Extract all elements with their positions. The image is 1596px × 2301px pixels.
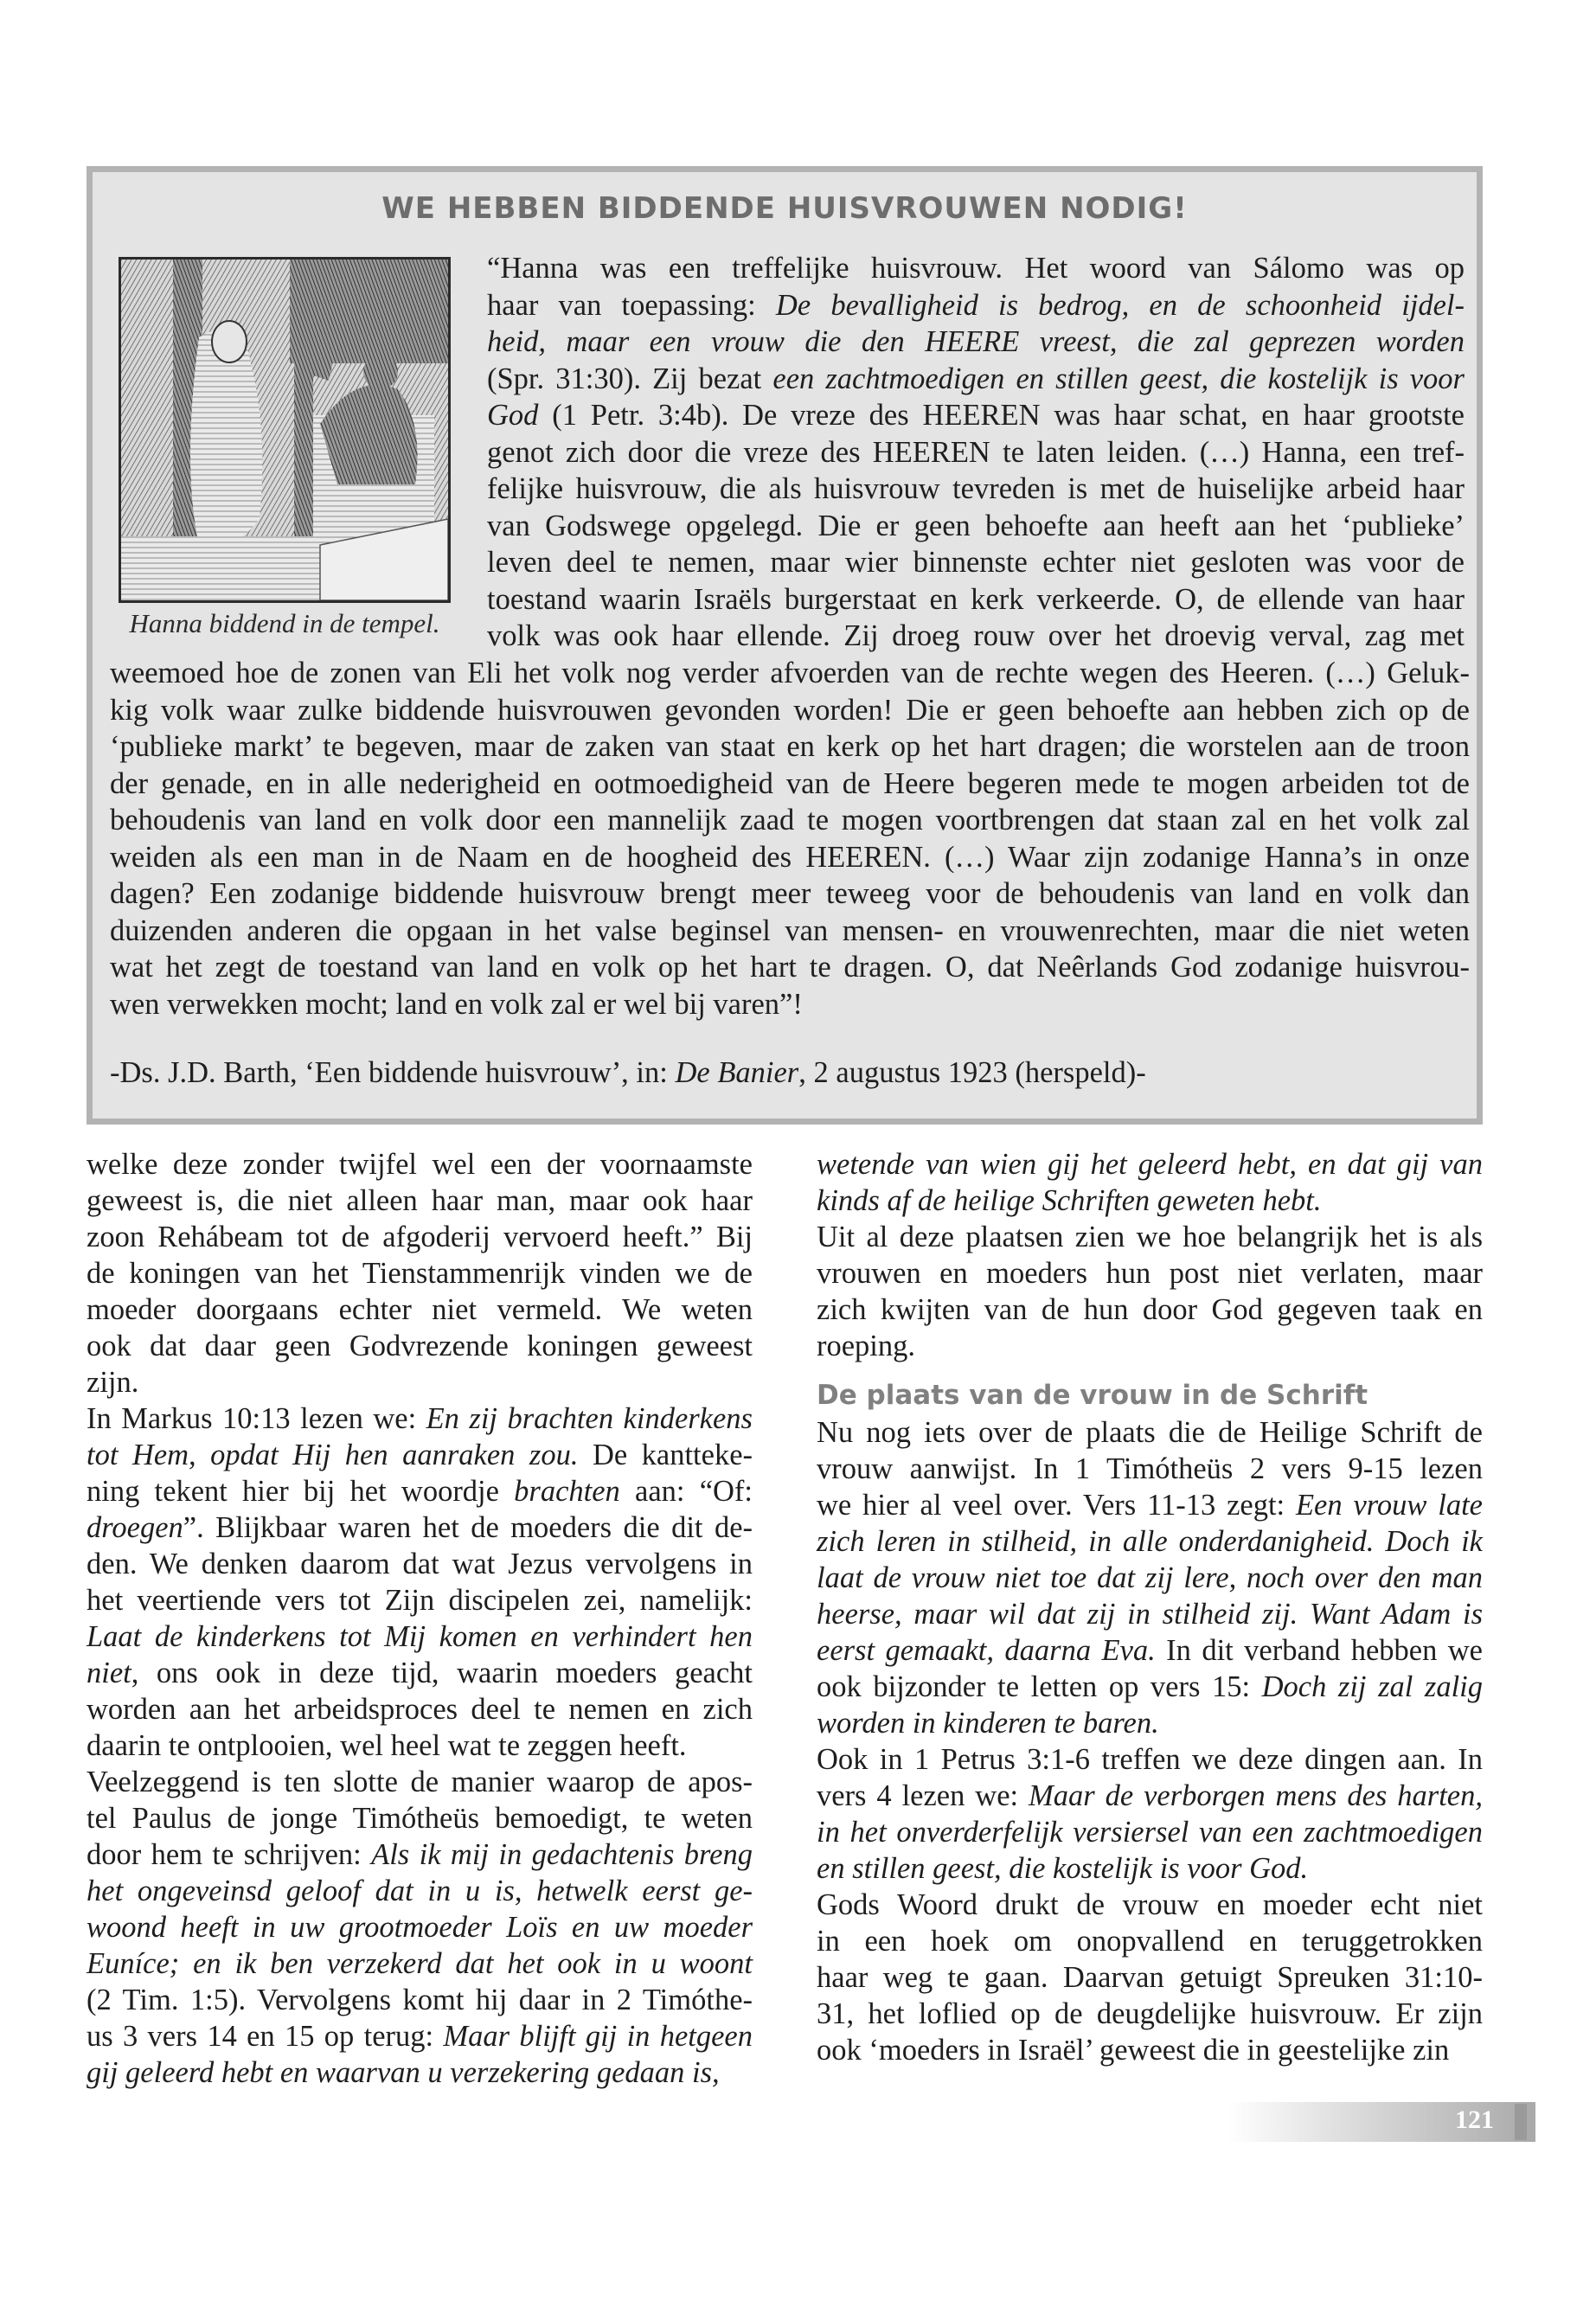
text-line: [817, 1814, 1483, 1850]
right-column-text-a: [817, 1146, 1483, 1364]
section-heading: De plaats van de vrouw in de Schrift: [817, 1380, 1368, 1411]
text-line: [817, 1596, 1483, 1632]
text-segment: welke deze zonder twijfel wel een der voornaamste: [87, 1148, 753, 1181]
text-segment: “Hanna was een treffelijke huisvrouw. Het woord van Sálomo was op: [487, 252, 1465, 285]
text-segment: door hem te schrijven:: [87, 1838, 372, 1871]
right-column-text-b: [817, 1414, 1483, 2068]
text-segment: den. We denken daarom dat wat Jezus vervolgens in: [87, 1548, 753, 1580]
italic-segment: gij geleerd hebt en waarvan u verzekering gedaan is,: [87, 2056, 720, 2089]
text-segment: leven deel te nemen, maar wier binnenste echter niet gesloten was voor de: [487, 546, 1465, 579]
italic-segment: eerst gemaakt, daarna Eva.: [817, 1634, 1156, 1667]
page-number-tab: [1515, 2104, 1527, 2140]
text-line: [817, 1219, 1483, 1255]
text-line: [817, 1923, 1483, 1959]
text-segment: In dit verband hebben we: [1155, 1634, 1483, 1667]
text-segment: (2 Tim. 1:5). Vervolgens komt hij daar in 2 Timóthe-: [87, 1984, 753, 2016]
text-line: [87, 1945, 753, 1982]
quote-source: [110, 1054, 1468, 1091]
text-segment: ook bijzonder te letten op vers 15:: [817, 1670, 1262, 1703]
text-line: [817, 1292, 1483, 1328]
text-line: [110, 949, 1470, 986]
text-segment: tel Paulus de jonge Timótheüs bemoedigt, te weten: [87, 1802, 753, 1835]
text-line: [817, 1669, 1483, 1705]
text-line: [487, 324, 1465, 361]
text-segment: behoudenis van land en volk door een mannelijk zaad te mogen voortbrengen dat staan zal en het volk zal: [110, 804, 1470, 836]
text-line: [87, 1873, 753, 1909]
text-segment: moeder doorgaans echter niet vermeld. We weten: [87, 1293, 753, 1326]
text-line: [817, 1959, 1483, 1996]
text-segment: duizenden anderen die opgaan in het valse beginsel van mensen- en vrouwenrechten, maar die niet weten: [110, 913, 1470, 947]
text-segment: der genade, en in alle nederigheid en ootmoedigheid van de Heere begeren mede te mogen arbeiden tot de: [110, 766, 1470, 800]
text-line: [817, 1183, 1483, 1219]
box-title: WE HEBBEN BIDDENDE HUISVROUWEN NODIG!: [381, 191, 1188, 226]
text-line: [110, 766, 1470, 803]
text-line: [817, 1887, 1483, 1923]
text-segment: us 3 vers 14 en 15 op terug:: [87, 2020, 444, 2053]
text-segment: vers 4 lezen we:: [817, 1779, 1029, 1812]
text-line: [487, 471, 1465, 508]
text-line: [87, 1727, 753, 1764]
figure-caption: Hanna biddend in de tempel.: [129, 608, 440, 638]
text-line: [87, 1618, 753, 1655]
text-line: [817, 1255, 1483, 1292]
text-line: [817, 1850, 1483, 1887]
text-segment: 31, het loflied op de deugdelijke huisvrouw. Er zijn: [817, 1997, 1483, 2030]
text-line: [817, 1414, 1483, 1451]
text-segment: kig volk waar zulke biddende huisvrouwen gevonden worden! Die er geen behoefte aan hebben zich op de: [110, 693, 1470, 727]
text-line: [487, 434, 1465, 471]
text-segment: -Ds. J.D. Barth, ‘Een biddende huisvrouw’, in:: [110, 1056, 676, 1089]
text-segment: toestand waarin Israëls burgerstaat en kerk verkeerde. O, de ellende van haar: [487, 582, 1465, 616]
italic-segment: het ongeveinsd geloof dat in u is, hetwelk eerst ge-: [87, 1875, 753, 1907]
text-segment: ning tekent hier bij het woordje: [87, 1475, 515, 1508]
italic-segment: wetende van wien gij het geleerd hebt, en dat gij van: [817, 1148, 1483, 1181]
text-segment: Uit al deze plaatsen zien we hoe belangrijk het is als: [817, 1221, 1483, 1253]
text-line: [817, 1996, 1483, 2032]
text-line: [87, 1183, 753, 1219]
italic-segment: woond heeft in uw grootmoeder Loïs en uw moeder: [87, 1911, 753, 1944]
text-segment: wen verwekken mocht; land en volk zal er wel bij varen”!: [110, 987, 803, 1021]
text-segment: dagen? Een zodanige biddende huisvrouw brengt meer teweeg voor de behoudenis van land en volk dan: [110, 877, 1470, 910]
italic-segment: Maar blijft gij in hetgeen: [443, 2020, 753, 2053]
italic-segment: Laat de kinderkens tot Mij komen en verhindert hen: [87, 1620, 753, 1653]
text-line: [87, 1437, 753, 1473]
text-line: [87, 1364, 753, 1400]
text-line: [87, 1982, 753, 2018]
italic-segment: Een vrouw late: [1295, 1489, 1483, 1522]
text-segment: de koningen van het Tienstammenrijk vinden we de: [87, 1257, 753, 1290]
italic-segment: een zachtmoedigen en stillen geest, die kostelijk is voor: [772, 362, 1465, 395]
text-segment: het veertiende vers tot Zijn discipelen zei, namelijk:: [87, 1584, 753, 1617]
text-line: [110, 986, 1470, 1023]
text-segment: De kantteke-: [578, 1439, 753, 1471]
left-column-text: [87, 1146, 753, 2091]
italic-segment: De bevalligheid is bedrog, en de schoonheid ijdel-: [775, 288, 1465, 322]
text-line: [817, 1523, 1483, 1560]
text-line: [817, 1560, 1483, 1596]
quote-text-bottom: [110, 655, 1470, 1022]
text-line: [87, 1292, 753, 1328]
left-column: [87, 1146, 753, 2091]
text-segment: zich kwijten van de hun door God gegeven taak en: [817, 1293, 1483, 1326]
text-line: [110, 875, 1470, 913]
text-line: [87, 2018, 753, 2054]
text-segment: haar weg te gaan. Daarvan getuigt Spreuken 31:10-: [817, 1961, 1483, 1994]
text-line: [487, 544, 1465, 581]
text-line: [87, 1836, 753, 1873]
text-line: [817, 2032, 1483, 2068]
text-segment: (Spr. 31:30). Zij bezat: [487, 362, 773, 395]
text-line: [87, 1909, 753, 1945]
text-segment: van Godswege opgelegd. Die er geen behoefte aan heeft aan het ‘publieke’: [487, 509, 1465, 542]
text-segment: wat het zegt de toestand van land en volk op het hart te dragen. O, dat Neêrlands God zodanige huisvrou-: [110, 951, 1470, 984]
italic-segment: Als ik mij in gedachtenis breng: [371, 1838, 753, 1871]
italic-segment: tot Hem, opdat Hij hen aanraken zou.: [87, 1439, 579, 1471]
italic-segment: laat de vrouw niet toe dat zij lere, noch over den man: [817, 1561, 1483, 1594]
text-line: [87, 1582, 753, 1618]
text-line: [487, 361, 1465, 398]
page-number-bar: [1228, 2102, 1535, 2142]
text-segment: (1 Petr. 3:4b). De vreze des HEEREN was haar schat, en haar grootste: [538, 399, 1465, 432]
text-line: [817, 1705, 1483, 1741]
italic-segment: zich leren in stilheid, in alle onderdanigheid. Doch ik: [817, 1525, 1483, 1558]
text-segment: weemoed hoe de zonen van Eli het volk nog verder afvoerden van de rechte wegen des Heeren. (…) Geluk-: [110, 657, 1470, 689]
italic-segment: De Banier: [675, 1056, 799, 1089]
page-number: 121: [1455, 2106, 1494, 2134]
italic-segment: Maar de verborgen mens des harten,: [1029, 1779, 1483, 1812]
text-line: [87, 1691, 753, 1727]
italic-segment: kinds af de heilige Schriften geweten hebt.: [817, 1184, 1322, 1217]
text-segment: In Markus 10:13 lezen we:: [87, 1402, 426, 1435]
text-segment: zoon Rehábeam tot de afgoderij vervoerd heeft.” Bij: [87, 1221, 753, 1253]
text-line: [110, 802, 1470, 839]
text-line: [110, 839, 1470, 876]
italic-segment: worden in kinderen te baren.: [817, 1707, 1159, 1740]
text-segment: ook ‘moeders in Israël’ geweest die in geestelijke zin: [817, 2034, 1450, 2067]
text-line: [87, 2054, 753, 2091]
engraving-illustration: [121, 260, 448, 600]
text-line: [817, 1146, 1483, 1183]
text-line: [87, 1328, 753, 1364]
italic-segment: heerse, maar wil dat zij in stilheid zij. Want Adam is: [817, 1598, 1483, 1631]
italic-segment: brachten: [514, 1475, 620, 1508]
text-segment: haar van toepassing:: [487, 288, 776, 322]
text-segment: volk was ook haar ellende. Zij droeg rouw over het droevig verval, zag met: [487, 619, 1465, 652]
text-line: [110, 692, 1470, 729]
text-line: [110, 655, 1470, 692]
text-line: [87, 1800, 753, 1836]
text-segment: vrouwen en moeders hun post niet verlaten, maar: [817, 1257, 1483, 1290]
right-column: [817, 1146, 1483, 2068]
italic-segment: niet: [87, 1657, 131, 1689]
text-line: [817, 1632, 1483, 1669]
text-line: [817, 1741, 1483, 1778]
italic-segment: en stillen geest, die kostelijk is voor God.: [817, 1852, 1309, 1885]
text-segment: daarin te ontplooien, wel heel wat te zeggen heeft.: [87, 1729, 687, 1762]
text-segment: in een hoek om onopvallend en teruggetrokken: [817, 1925, 1483, 1958]
text-segment: Gods Woord drukt de vrouw en moeder echt niet: [817, 1888, 1483, 1921]
text-segment: weiden als een man in de Naam en de hoogheid des HEEREN. (…) Waar zijn zodanige Hanna’s in onze: [110, 840, 1470, 874]
text-segment: ”. Blijkbaar waren het de moeders die dit de-: [183, 1511, 753, 1544]
text-segment: we hier al veel over. Vers 11-13 zegt:: [817, 1489, 1296, 1522]
italic-segment: droegen: [87, 1511, 183, 1544]
quote-text-top: [487, 250, 1465, 655]
text-segment: ook dat daar geen Godvrezende koningen geweest: [87, 1330, 753, 1362]
text-line: [87, 1146, 753, 1183]
text-line: [487, 581, 1465, 619]
text-line: [87, 1546, 753, 1582]
text-line: [817, 1778, 1483, 1814]
text-segment: Veelzeggend is ten slotte de manier waarop de apos-: [87, 1766, 753, 1798]
text-line: [110, 728, 1470, 766]
text-segment: worden aan het arbeidsproces deel te nemen en zich: [87, 1693, 753, 1726]
text-segment: Nu nog iets over de plaats die de Heilige Schrift de: [817, 1416, 1483, 1449]
text-line: [487, 287, 1465, 324]
text-line: [487, 508, 1465, 545]
text-segment: Ook in 1 Petrus 3:1-6 treffen we deze dingen aan. In: [817, 1743, 1483, 1776]
text-line: [87, 1473, 753, 1509]
text-segment: geweest is, die niet alleen haar man, maar ook haar: [87, 1184, 753, 1217]
text-segment: zijn.: [87, 1366, 139, 1399]
text-line: [487, 618, 1465, 655]
text-line: [817, 1451, 1483, 1487]
text-line: [87, 1255, 753, 1292]
text-segment: vrouw aanwijst. In 1 Timótheüs 2 vers 9-15 lezen: [817, 1452, 1483, 1485]
hanna-engraving: [119, 257, 451, 603]
italic-segment: heid, maar een vrouw die den HEERE vreest, die zal geprezen worden: [487, 325, 1465, 358]
text-segment: genot zich door die vreze des HEEREN te laten leiden. (…) Hanna, een tref-: [487, 435, 1465, 469]
italic-segment: Doch zij zal zalig: [1261, 1670, 1483, 1703]
text-line: [87, 1764, 753, 1800]
text-segment: , ons ook in deze tijd, waarin moeders geacht: [131, 1657, 753, 1689]
italic-segment: Euníce; en ik ben verzekerd dat het ook in u woont: [87, 1947, 753, 1980]
text-segment: , 2 augustus 1923 (herspeld)-: [798, 1056, 1146, 1089]
text-line: [87, 1509, 753, 1546]
sidebar-box: [87, 166, 1483, 1125]
italic-segment: in het onverderfelijk versiersel van een zachtmoedigen: [817, 1816, 1483, 1849]
text-line: [87, 1219, 753, 1255]
text-segment: roeping.: [817, 1330, 916, 1362]
text-line: [487, 250, 1465, 287]
text-line: [110, 913, 1470, 950]
text-line: [817, 1328, 1483, 1364]
italic-segment: God: [487, 399, 539, 432]
text-line: [87, 1400, 753, 1437]
text-line: [87, 1655, 753, 1691]
text-segment: aan: “Of:: [619, 1475, 753, 1508]
text-segment: ‘publieke markt’ te begeven, maar de zaken van staat en kerk op het hart dragen; die worstelen aan de troon: [110, 730, 1470, 763]
text-segment: felijke huisvrouw, die als huisvrouw tevreden is met de huiselijke arbeid haar: [487, 472, 1465, 505]
text-line: [487, 397, 1465, 434]
text-line: [817, 1487, 1483, 1523]
italic-segment: En zij brachten kinderkens: [426, 1402, 753, 1435]
